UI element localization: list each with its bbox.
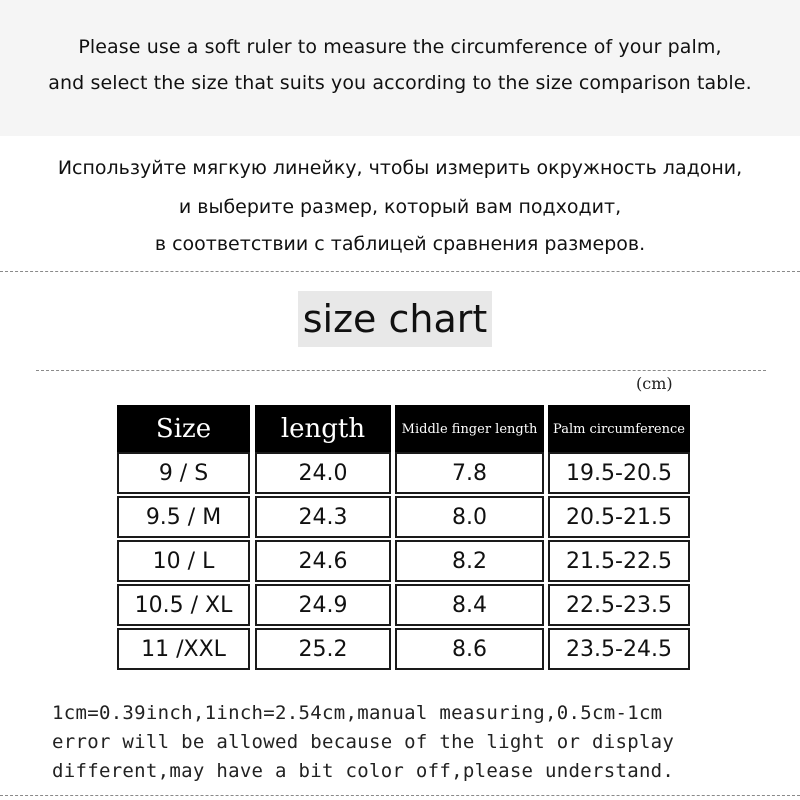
table-cell-length: 24.0 [255,452,391,494]
english-instructions-band [0,0,800,136]
table-cell-size: 11 /XXL [117,628,250,670]
table-cell-size: 10 / L [117,540,250,582]
table-cell-middle-finger: 8.0 [395,496,544,538]
table-cell-middle-finger: 8.2 [395,540,544,582]
table-cell-palm: 22.5-23.5 [548,584,690,626]
page-title: size chart [302,297,488,341]
note-line-3: different,may have a bit color off,please understand. [52,760,675,782]
table-cell-middle-finger: 8.4 [395,584,544,626]
russian-instruction-line-1: Используйте мягкую линейку, чтобы измерить окружность ладони, [57,157,743,179]
table-cell-size: 9 / S [117,452,250,494]
note-line-2: error will be allowed because of the light or display [52,731,675,753]
table-cell-middle-finger: 7.8 [395,452,544,494]
table-header-size: Size [117,405,250,453]
divider-bottom [0,795,800,796]
table-cell-middle-finger: 8.6 [395,628,544,670]
table-cell-palm: 20.5-21.5 [548,496,690,538]
english-instruction-line-1: Please use a soft ruler to measure the circumference of your palm, [78,36,722,58]
note-line-1: 1cm=0.39inch,1inch=2.54cm,manual measuring,0.5cm-1cm [52,702,663,724]
table-cell-palm: 19.5-20.5 [548,452,690,494]
table-header-middle-finger-length: Middle finger length [395,405,544,453]
table-cell-length: 24.9 [255,584,391,626]
table-cell-length: 25.2 [255,628,391,670]
divider-top [0,271,800,272]
unit-label: (cm) [636,374,673,393]
table-cell-size: 10.5 / XL [117,584,250,626]
table-cell-size: 9.5 / M [117,496,250,538]
table-cell-length: 24.6 [255,540,391,582]
russian-instruction-line-3: в соответствии с таблицей сравнения размеров. [154,233,646,255]
english-instruction-line-2: and select the size that suits you according to the size comparison table. [48,72,752,94]
table-cell-palm: 21.5-22.5 [548,540,690,582]
russian-instruction-line-2: и выберите размер, который вам подходит, [178,196,622,218]
table-cell-length: 24.3 [255,496,391,538]
divider-middle [36,370,766,371]
table-header-palm-circumference: Palm circumference [548,405,690,453]
table-cell-palm: 23.5-24.5 [548,628,690,670]
table-header-length: length [255,405,391,453]
